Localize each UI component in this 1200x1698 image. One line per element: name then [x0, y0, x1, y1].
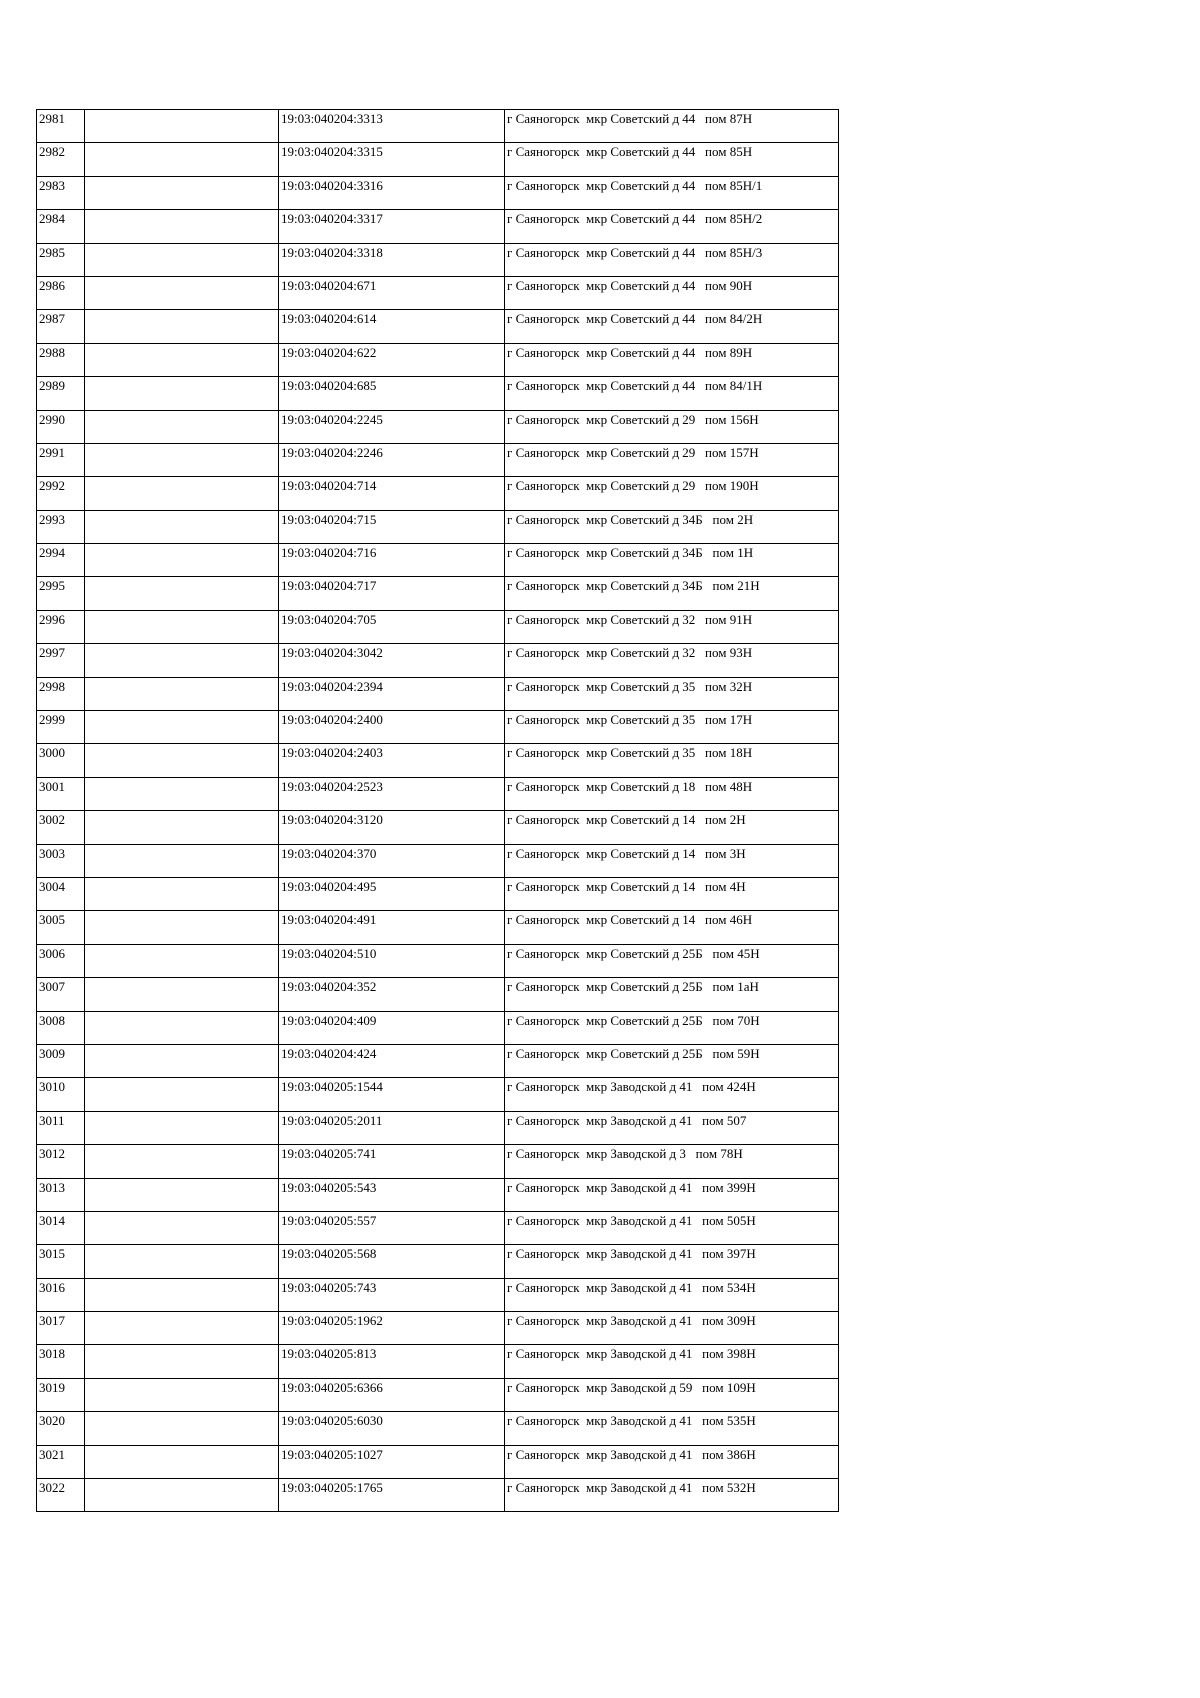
empty-cell: [85, 1445, 279, 1478]
row-number-cell: 3016: [37, 1278, 85, 1311]
table-row: [37, 978, 839, 1011]
cadastral-number-cell: 19:03:040204:3120: [279, 811, 505, 844]
empty-cell: [85, 1378, 279, 1411]
table-row: [37, 1345, 839, 1378]
empty-cell: [85, 711, 279, 744]
empty-cell: [85, 477, 279, 510]
empty-cell: [85, 243, 279, 276]
cadastral-number-cell: 19:03:040205:557: [279, 1211, 505, 1244]
empty-cell: [85, 1345, 279, 1378]
table-row: [37, 1044, 839, 1077]
table-row: [37, 777, 839, 810]
cadastral-number-cell: 19:03:040205:543: [279, 1178, 505, 1211]
address-cell: г Саяногорск мкр Заводской д 41 пом 397Н: [505, 1245, 839, 1278]
address-cell: г Саяногорск мкр Заводской д 41 пом 532Н: [505, 1479, 839, 1512]
table-row: [37, 677, 839, 710]
table-row: [37, 343, 839, 376]
address-cell: г Саяногорск мкр Советский д 44 пом 84/1Н: [505, 377, 839, 410]
table-row: [37, 276, 839, 309]
cadastral-number-cell: 19:03:040205:741: [279, 1145, 505, 1178]
row-number-cell: 3011: [37, 1111, 85, 1144]
cadastral-number-cell: 19:03:040204:424: [279, 1044, 505, 1077]
empty-cell: [85, 1078, 279, 1111]
row-number-cell: 3021: [37, 1445, 85, 1478]
row-number-cell: 2999: [37, 711, 85, 744]
table-row: [37, 811, 839, 844]
empty-cell: [85, 877, 279, 910]
row-number-cell: 3015: [37, 1245, 85, 1278]
address-cell: г Саяногорск мкр Советский д 34Б пом 21Н: [505, 577, 839, 610]
address-cell: г Саяногорск мкр Советский д 14 пом 4Н: [505, 877, 839, 910]
empty-cell: [85, 110, 279, 143]
address-cell: г Саяногорск мкр Советский д 44 пом 85Н: [505, 143, 839, 176]
table-row: [37, 143, 839, 176]
row-number-cell: 3001: [37, 777, 85, 810]
address-cell: г Саяногорск мкр Советский д 25Б пом 45Н: [505, 944, 839, 977]
row-number-cell: 3002: [37, 811, 85, 844]
cadastral-number-cell: 19:03:040204:2394: [279, 677, 505, 710]
table-row: [37, 744, 839, 777]
row-number-cell: 2992: [37, 477, 85, 510]
cadastral-number-cell: 19:03:040205:743: [279, 1278, 505, 1311]
row-number-cell: 3017: [37, 1312, 85, 1345]
row-number-cell: 3009: [37, 1044, 85, 1077]
address-cell: г Саяногорск мкр Заводской д 41 пом 535Н: [505, 1412, 839, 1445]
cadastral-number-cell: 19:03:040205:1765: [279, 1479, 505, 1512]
table-row: [37, 610, 839, 643]
address-cell: г Саяногорск мкр Заводской д 41 пом 505Н: [505, 1211, 839, 1244]
empty-cell: [85, 577, 279, 610]
table-row: [37, 310, 839, 343]
row-number-cell: 2996: [37, 610, 85, 643]
empty-cell: [85, 1211, 279, 1244]
empty-cell: [85, 510, 279, 543]
address-cell: г Саяногорск мкр Заводской д 59 пом 109Н: [505, 1378, 839, 1411]
empty-cell: [85, 1011, 279, 1044]
address-cell: г Саяногорск мкр Заводской д 41 пом 534Н: [505, 1278, 839, 1311]
row-number-cell: 2995: [37, 577, 85, 610]
empty-cell: [85, 544, 279, 577]
address-cell: г Саяногорск мкр Советский д 35 пом 17Н: [505, 711, 839, 744]
cadastral-number-cell: 19:03:040205:6030: [279, 1412, 505, 1445]
address-cell: г Саяногорск мкр Советский д 14 пом 46Н: [505, 911, 839, 944]
empty-cell: [85, 1044, 279, 1077]
empty-cell: [85, 276, 279, 309]
address-cell: г Саяногорск мкр Советский д 25Б пом 1аН: [505, 978, 839, 1011]
empty-cell: [85, 777, 279, 810]
row-number-cell: 3019: [37, 1378, 85, 1411]
table-row: [37, 176, 839, 209]
cadastral-number-cell: 19:03:040204:495: [279, 877, 505, 910]
table-row: [37, 210, 839, 243]
cadastral-number-cell: 19:03:040204:370: [279, 844, 505, 877]
empty-cell: [85, 410, 279, 443]
address-cell: г Саяногорск мкр Советский д 14 пом 2Н: [505, 811, 839, 844]
empty-cell: [85, 1178, 279, 1211]
table-row: [37, 1211, 839, 1244]
table-row: [37, 410, 839, 443]
cadastral-number-cell: 19:03:040204:3317: [279, 210, 505, 243]
address-cell: г Саяногорск мкр Советский д 44 пом 85Н/3: [505, 243, 839, 276]
address-cell: г Саяногорск мкр Советский д 32 пом 93Н: [505, 644, 839, 677]
cadastral-number-cell: 19:03:040204:714: [279, 477, 505, 510]
address-cell: г Саяногорск мкр Заводской д 41 пом 424Н: [505, 1078, 839, 1111]
empty-cell: [85, 911, 279, 944]
empty-cell: [85, 210, 279, 243]
cadastral-number-cell: 19:03:040204:717: [279, 577, 505, 610]
cadastral-number-cell: 19:03:040204:3316: [279, 176, 505, 209]
empty-cell: [85, 143, 279, 176]
address-cell: г Саяногорск мкр Заводской д 3 пом 78Н: [505, 1145, 839, 1178]
row-number-cell: 3003: [37, 844, 85, 877]
cadastral-number-cell: 19:03:040205:1027: [279, 1445, 505, 1478]
empty-cell: [85, 377, 279, 410]
table-row: [37, 1145, 839, 1178]
address-cell: г Саяногорск мкр Советский д 29 пом 190Н: [505, 477, 839, 510]
address-cell: г Саяногорск мкр Заводской д 41 пом 309Н: [505, 1312, 839, 1345]
cadastral-number-cell: 19:03:040205:1962: [279, 1312, 505, 1345]
row-number-cell: 3014: [37, 1211, 85, 1244]
table-row: [37, 1312, 839, 1345]
row-number-cell: 2997: [37, 644, 85, 677]
table-row: [37, 510, 839, 543]
table-row: [37, 1245, 839, 1278]
row-number-cell: 3018: [37, 1345, 85, 1378]
row-number-cell: 3006: [37, 944, 85, 977]
address-cell: г Саяногорск мкр Советский д 44 пом 87Н: [505, 110, 839, 143]
registry-table-body: [37, 110, 839, 1512]
row-number-cell: 3004: [37, 877, 85, 910]
address-cell: г Саяногорск мкр Заводской д 41 пом 398Н: [505, 1345, 839, 1378]
cadastral-number-cell: 19:03:040204:716: [279, 544, 505, 577]
table-row: [37, 944, 839, 977]
table-row: [37, 644, 839, 677]
row-number-cell: 3010: [37, 1078, 85, 1111]
address-cell: г Саяногорск мкр Советский д 44 пом 89Н: [505, 343, 839, 376]
cadastral-number-cell: 19:03:040204:352: [279, 978, 505, 1011]
table-row: [37, 1378, 839, 1411]
table-row: [37, 110, 839, 143]
table-row: [37, 243, 839, 276]
address-cell: г Саяногорск мкр Советский д 29 пом 156Н: [505, 410, 839, 443]
address-cell: г Саяногорск мкр Советский д 44 пом 85Н/2: [505, 210, 839, 243]
cadastral-number-cell: 19:03:040204:614: [279, 310, 505, 343]
row-number-cell: 2990: [37, 410, 85, 443]
address-cell: г Саяногорск мкр Советский д 25Б пом 59Н: [505, 1044, 839, 1077]
empty-cell: [85, 1145, 279, 1178]
cadastral-number-cell: 19:03:040204:3315: [279, 143, 505, 176]
empty-cell: [85, 1245, 279, 1278]
row-number-cell: 2988: [37, 343, 85, 376]
cadastral-number-cell: 19:03:040204:622: [279, 343, 505, 376]
table-row: [37, 443, 839, 476]
address-cell: г Саяногорск мкр Советский д 34Б пом 2Н: [505, 510, 839, 543]
cadastral-number-cell: 19:03:040204:510: [279, 944, 505, 977]
row-number-cell: 2989: [37, 377, 85, 410]
empty-cell: [85, 1312, 279, 1345]
address-cell: г Саяногорск мкр Заводской д 41 пом 399Н: [505, 1178, 839, 1211]
cadastral-number-cell: 19:03:040204:715: [279, 510, 505, 543]
row-number-cell: 3007: [37, 978, 85, 1011]
cadastral-number-cell: 19:03:040204:671: [279, 276, 505, 309]
address-cell: г Саяногорск мкр Советский д 25Б пом 70Н: [505, 1011, 839, 1044]
row-number-cell: 2981: [37, 110, 85, 143]
address-cell: г Саяногорск мкр Советский д 34Б пом 1Н: [505, 544, 839, 577]
cadastral-number-cell: 19:03:040204:2400: [279, 711, 505, 744]
cadastral-number-cell: 19:03:040204:685: [279, 377, 505, 410]
address-cell: г Саяногорск мкр Советский д 18 пом 48Н: [505, 777, 839, 810]
row-number-cell: 2986: [37, 276, 85, 309]
cadastral-number-cell: 19:03:040204:3042: [279, 644, 505, 677]
cadastral-number-cell: 19:03:040204:2246: [279, 443, 505, 476]
cadastral-number-cell: 19:03:040204:3318: [279, 243, 505, 276]
cadastral-number-cell: 19:03:040205:813: [279, 1345, 505, 1378]
empty-cell: [85, 443, 279, 476]
row-number-cell: 2991: [37, 443, 85, 476]
empty-cell: [85, 176, 279, 209]
cadastral-number-cell: 19:03:040204:2403: [279, 744, 505, 777]
cadastral-number-cell: 19:03:040204:2245: [279, 410, 505, 443]
empty-cell: [85, 744, 279, 777]
cadastral-number-cell: 19:03:040204:491: [279, 911, 505, 944]
property-registry-table: [36, 109, 839, 1512]
empty-cell: [85, 811, 279, 844]
table-row: [37, 1011, 839, 1044]
table-row: [37, 911, 839, 944]
row-number-cell: 2985: [37, 243, 85, 276]
empty-cell: [85, 844, 279, 877]
row-number-cell: 3005: [37, 911, 85, 944]
table-row: [37, 711, 839, 744]
address-cell: г Саяногорск мкр Советский д 35 пом 18Н: [505, 744, 839, 777]
table-row: [37, 544, 839, 577]
row-number-cell: 3020: [37, 1412, 85, 1445]
empty-cell: [85, 610, 279, 643]
empty-cell: [85, 1111, 279, 1144]
empty-cell: [85, 1412, 279, 1445]
address-cell: г Саяногорск мкр Заводской д 41 пом 386Н: [505, 1445, 839, 1478]
row-number-cell: 3000: [37, 744, 85, 777]
address-cell: г Саяногорск мкр Советский д 32 пом 91Н: [505, 610, 839, 643]
empty-cell: [85, 1479, 279, 1512]
row-number-cell: 2983: [37, 176, 85, 209]
empty-cell: [85, 343, 279, 376]
address-cell: г Саяногорск мкр Советский д 44 пом 84/2Н: [505, 310, 839, 343]
empty-cell: [85, 644, 279, 677]
row-number-cell: 2987: [37, 310, 85, 343]
row-number-cell: 2998: [37, 677, 85, 710]
row-number-cell: 2993: [37, 510, 85, 543]
cadastral-number-cell: 19:03:040204:705: [279, 610, 505, 643]
empty-cell: [85, 310, 279, 343]
cadastral-number-cell: 19:03:040205:6366: [279, 1378, 505, 1411]
row-number-cell: 3013: [37, 1178, 85, 1211]
table-row: [37, 1479, 839, 1512]
address-cell: г Саяногорск мкр Советский д 44 пом 90Н: [505, 276, 839, 309]
table-row: [37, 377, 839, 410]
address-cell: г Саяногорск мкр Советский д 14 пом 3Н: [505, 844, 839, 877]
cadastral-number-cell: 19:03:040205:1544: [279, 1078, 505, 1111]
address-cell: г Саяногорск мкр Советский д 44 пом 85Н/1: [505, 176, 839, 209]
row-number-cell: 3012: [37, 1145, 85, 1178]
empty-cell: [85, 978, 279, 1011]
row-number-cell: 2994: [37, 544, 85, 577]
empty-cell: [85, 944, 279, 977]
cadastral-number-cell: 19:03:040204:3313: [279, 110, 505, 143]
table-row: [37, 1278, 839, 1311]
address-cell: г Саяногорск мкр Советский д 29 пом 157Н: [505, 443, 839, 476]
empty-cell: [85, 1278, 279, 1311]
table-row: [37, 477, 839, 510]
address-cell: г Саяногорск мкр Советский д 35 пом 32Н: [505, 677, 839, 710]
cadastral-number-cell: 19:03:040205:568: [279, 1245, 505, 1278]
table-row: [37, 1111, 839, 1144]
table-row: [37, 844, 839, 877]
cadastral-number-cell: 19:03:040205:2011: [279, 1111, 505, 1144]
row-number-cell: 2982: [37, 143, 85, 176]
empty-cell: [85, 677, 279, 710]
row-number-cell: 2984: [37, 210, 85, 243]
cadastral-number-cell: 19:03:040204:2523: [279, 777, 505, 810]
row-number-cell: 3022: [37, 1479, 85, 1512]
address-cell: г Саяногорск мкр Заводской д 41 пом 507: [505, 1111, 839, 1144]
table-row: [37, 1412, 839, 1445]
cadastral-number-cell: 19:03:040204:409: [279, 1011, 505, 1044]
table-row: [37, 1078, 839, 1111]
table-row: [37, 1445, 839, 1478]
table-row: [37, 1178, 839, 1211]
table-row: [37, 577, 839, 610]
row-number-cell: 3008: [37, 1011, 85, 1044]
table-row: [37, 877, 839, 910]
